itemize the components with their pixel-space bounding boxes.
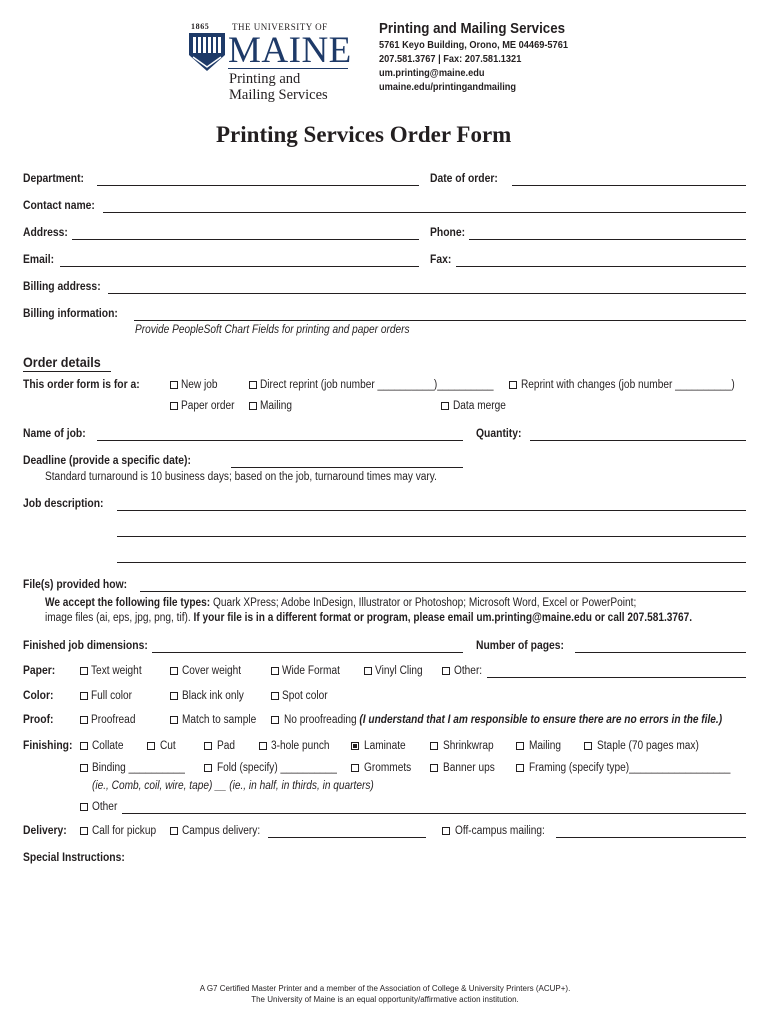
delivery-label: Delivery: <box>23 825 67 837</box>
paper-other-label: Other: <box>454 665 483 677</box>
order-details-heading: Order details <box>23 354 101 370</box>
laminate-label: Laminate <box>364 740 406 752</box>
text-weight-label: Text weight <box>91 665 142 677</box>
new-job-checkbox[interactable] <box>170 381 178 389</box>
binding-checkbox[interactable] <box>80 764 88 772</box>
footer <box>0 983 770 1005</box>
wide-format-label: Wide Format <box>282 665 340 677</box>
files-provided-label: File(s) provided how: <box>23 579 128 591</box>
quantity-label: Quantity: <box>476 428 522 440</box>
billing-hint: Provide PeopleSoft Chart Fields for printing and paper orders <box>135 324 410 336</box>
shield-icon <box>189 33 225 71</box>
deadline-field[interactable] <box>231 467 463 468</box>
special-instructions-area[interactable] <box>23 868 746 968</box>
staple-checkbox[interactable] <box>584 742 592 750</box>
number-pages-field[interactable] <box>575 652 746 653</box>
proof-label: Proof: <box>23 714 54 726</box>
email-label: Email: <box>23 254 55 266</box>
paper-other-checkbox[interactable] <box>442 667 450 675</box>
finishing-mailing-checkbox[interactable] <box>516 742 524 750</box>
banner-ups-checkbox[interactable] <box>430 764 438 772</box>
off-campus-field[interactable] <box>556 837 746 838</box>
logo-name: MAINE <box>228 30 352 71</box>
fold-label: Fold (specify) __________ <box>217 762 337 774</box>
order-details-underline <box>23 371 111 372</box>
collate-label: Collate <box>92 740 124 752</box>
file-format-note <box>45 612 692 624</box>
no-proofreading-text: No proofreading <box>284 714 357 726</box>
department-field[interactable] <box>97 185 419 186</box>
three-hole-punch-label: 3-hole punch <box>271 740 330 752</box>
finishing-hint: (ie., Comb, coil, wire, tape) __ (ie., in half, in thirds, in quarters) <box>92 780 374 792</box>
laminate-checkbox[interactable] <box>351 742 359 750</box>
wide-format-checkbox[interactable] <box>271 667 279 675</box>
header-phone-fax: 207.581.3767 | Fax: 207.581.1321 <box>379 53 522 65</box>
logo-university: THE UNIVERSITY OF <box>232 22 328 32</box>
grommets-checkbox[interactable] <box>351 764 359 772</box>
finished-dimensions-label: Finished job dimensions: <box>23 640 148 652</box>
job-description-line-2[interactable] <box>117 536 746 537</box>
off-campus-label: Off-campus mailing: <box>455 825 545 837</box>
fax-field[interactable] <box>456 266 746 267</box>
direct-reprint-label: Direct reprint (job number __________)__________ <box>260 379 494 391</box>
direct-reprint-checkbox[interactable] <box>249 381 257 389</box>
proofread-checkbox[interactable] <box>80 716 88 724</box>
accepted-file-types-list: Quark XPress; Adobe InDesign, Illustrator or Photoshop; Microsoft Word, Excel or PowerPoint; <box>210 597 637 609</box>
three-hole-punch-checkbox[interactable] <box>259 742 267 750</box>
logo-rule <box>228 68 348 69</box>
address-label: Address: <box>23 227 68 239</box>
job-description-label: Job description: <box>23 498 104 510</box>
black-ink-checkbox[interactable] <box>170 692 178 700</box>
color-label: Color: <box>23 690 54 702</box>
files-provided-field[interactable] <box>140 591 746 592</box>
text-weight-checkbox[interactable] <box>80 667 88 675</box>
cut-label: Cut <box>160 740 176 752</box>
full-color-checkbox[interactable] <box>80 692 88 700</box>
paper-label: Paper: <box>23 665 56 677</box>
image-file-types: image files (ai, eps, jpg, png, tif). <box>45 612 191 624</box>
proof-disclaimer: (I understand that I am responsible to ensure there are no errors in the file.) <box>359 714 723 726</box>
accepted-file-types <box>45 597 636 609</box>
match-sample-checkbox[interactable] <box>170 716 178 724</box>
date-of-order-label: Date of order: <box>430 173 498 185</box>
spot-color-checkbox[interactable] <box>271 692 279 700</box>
off-campus-checkbox[interactable] <box>442 827 450 835</box>
data-merge-label: Data merge <box>453 400 506 412</box>
special-instructions-label: Special Instructions: <box>23 852 125 864</box>
reprint-changes-label: Reprint with changes (job number __________) <box>521 379 735 391</box>
department-label: Department: <box>23 173 84 185</box>
finishing-label: Finishing: <box>23 740 73 752</box>
mailing-order-label: Mailing <box>260 400 293 412</box>
spot-color-label: Spot color <box>282 690 328 702</box>
footer-line-1: A G7 Certified Master Printer and a member of the Association of College & University Printers (ACUP+). <box>199 984 571 993</box>
grommets-label: Grommets <box>364 762 412 774</box>
call-pickup-checkbox[interactable] <box>80 827 88 835</box>
full-color-label: Full color <box>91 690 133 702</box>
vinyl-cling-label: Vinyl Cling <box>375 665 423 677</box>
deadline-label: Deadline (provide a specific date): <box>23 455 191 467</box>
phone-label: Phone: <box>430 227 466 239</box>
quantity-field[interactable] <box>530 440 746 441</box>
name-of-job-label: Name of job: <box>23 428 86 440</box>
framing-checkbox[interactable] <box>516 764 524 772</box>
billing-address-field[interactable] <box>108 293 746 294</box>
job-description-line-3[interactable] <box>117 562 746 563</box>
campus-delivery-field[interactable] <box>268 837 426 838</box>
call-pickup-label: Call for pickup <box>92 825 157 837</box>
collate-checkbox[interactable] <box>80 742 88 750</box>
new-job-label: New job <box>181 379 218 391</box>
finishing-other-field[interactable] <box>122 813 746 814</box>
fold-checkbox[interactable] <box>204 764 212 772</box>
finishing-other-label: Other <box>92 801 118 813</box>
binding-label: Binding __________ <box>92 762 185 774</box>
banner-ups-label: Banner ups <box>443 762 495 774</box>
finishing-mailing-label: Mailing <box>529 740 562 752</box>
different-format-note: If your file is in a different format or program, please email um.printing@maine.edu or call 207.581.3767. <box>190 612 693 624</box>
order-for-label: This order form is for a: <box>23 379 140 391</box>
campus-delivery-checkbox[interactable] <box>170 827 178 835</box>
campus-delivery-label: Campus delivery: <box>182 825 261 837</box>
vinyl-cling-checkbox[interactable] <box>364 667 372 675</box>
match-sample-label: Match to sample <box>182 714 257 726</box>
header-address: 5761 Keyo Building, Orono, ME 04469-5761 <box>379 39 568 51</box>
contact-name-label: Contact name: <box>23 200 95 212</box>
header-web: umaine.edu/printingandmailing <box>379 81 517 93</box>
billing-address-label: Billing address: <box>23 281 101 293</box>
billing-information-field[interactable] <box>134 320 746 321</box>
logo-year: 1865 <box>191 22 210 31</box>
job-description-line-1[interactable] <box>117 510 746 511</box>
black-ink-label: Black ink only <box>182 690 244 702</box>
form-title: Printing Services Order Form <box>216 122 512 147</box>
number-pages-label: Number of pages: <box>476 640 564 652</box>
framing-label: Framing (specify type)__________________ <box>529 762 731 774</box>
shrinkwrap-label: Shrinkwrap <box>443 740 494 752</box>
address-field[interactable] <box>72 239 419 240</box>
header-email: um.printing@maine.edu <box>379 67 485 79</box>
finished-dimensions-field[interactable] <box>152 652 463 653</box>
cover-weight-checkbox[interactable] <box>170 667 178 675</box>
logo-dept-line1: Printing and <box>229 71 301 87</box>
finishing-other-checkbox[interactable] <box>80 803 88 811</box>
billing-information-label: Billing information: <box>23 308 118 320</box>
pad-label: Pad <box>217 740 236 752</box>
data-merge-checkbox[interactable] <box>441 402 449 410</box>
logo-dept-line2: Mailing Services <box>229 87 328 103</box>
fax-label: Fax: <box>430 254 452 266</box>
reprint-changes-checkbox[interactable] <box>509 381 517 389</box>
paper-order-label: Paper order <box>181 400 235 412</box>
phone-field[interactable] <box>469 239 746 240</box>
turnaround-note: Standard turnaround is 10 business days; based on the job, turnaround times may vary. <box>45 471 437 483</box>
mailing-order-checkbox[interactable] <box>249 402 257 410</box>
date-of-order-field[interactable] <box>512 185 746 186</box>
header-title: Printing and Mailing Services <box>379 21 566 37</box>
paper-order-checkbox[interactable] <box>170 402 178 410</box>
no-proofreading-checkbox[interactable] <box>271 716 279 724</box>
cover-weight-label: Cover weight <box>182 665 242 677</box>
contact-name-field[interactable] <box>103 212 746 213</box>
shrinkwrap-checkbox[interactable] <box>430 742 438 750</box>
accepted-file-types-heading: We accept the following file types: <box>45 597 211 609</box>
footer-line-2: The University of Maine is an equal opportunity/affirmative action institution. <box>251 995 519 1004</box>
paper-other-field[interactable] <box>487 677 746 678</box>
name-of-job-field[interactable] <box>97 440 463 441</box>
email-field[interactable] <box>60 266 419 267</box>
pad-checkbox[interactable] <box>204 742 212 750</box>
cut-checkbox[interactable] <box>147 742 155 750</box>
staple-label: Staple (70 pages max) <box>597 740 699 752</box>
proofread-label: Proofread <box>91 714 136 726</box>
no-proofreading-label <box>284 714 722 726</box>
